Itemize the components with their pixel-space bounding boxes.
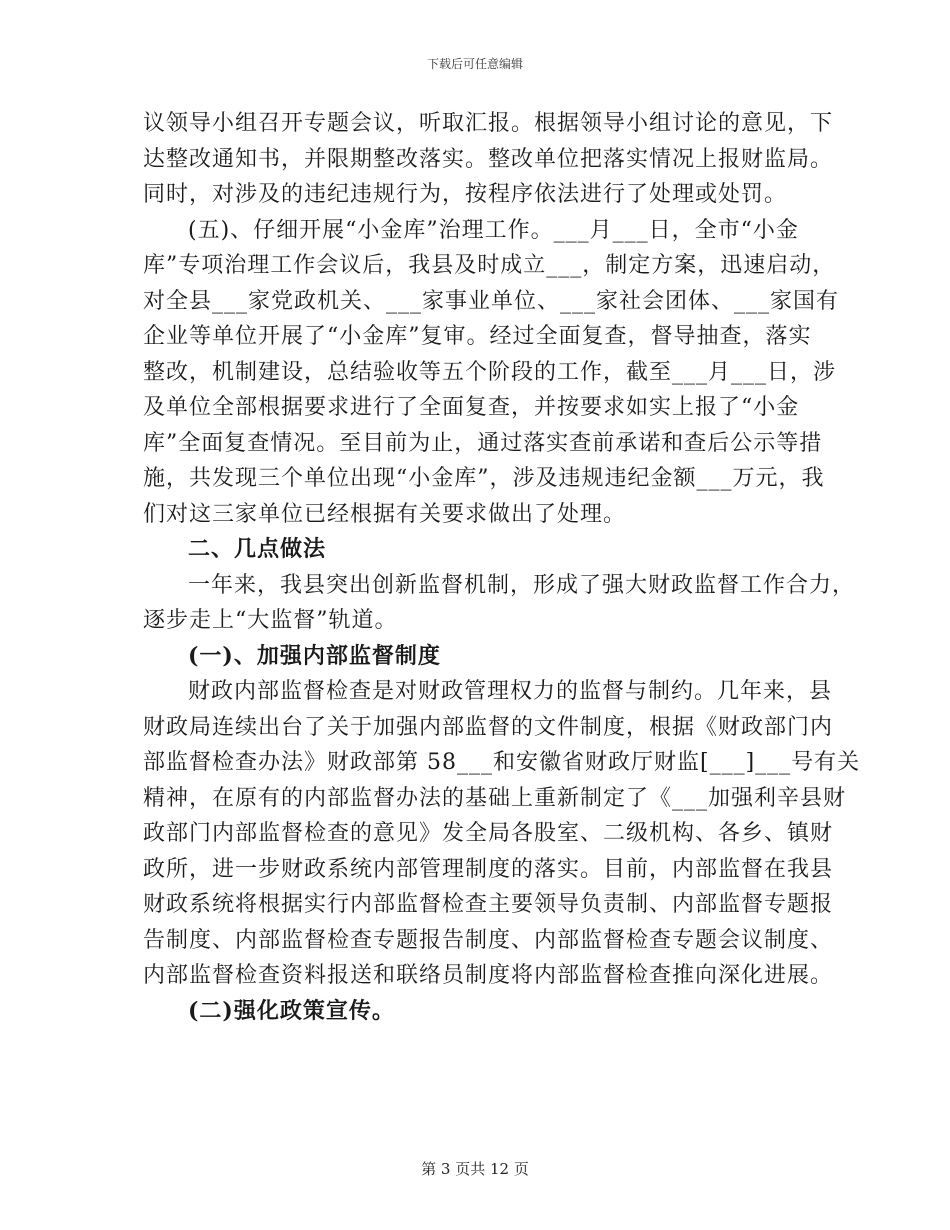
subsection-heading: (一)、加强内部监督制度 (188, 642, 441, 669)
paragraph-line: 同时，对涉及的违纪违规行为，按程序依法进行了处理或处罚。 (143, 182, 788, 207)
paragraph-line: 库”专项治理工作会议后，我县及时成立___，制定方案，迅速启动， (143, 253, 836, 278)
paragraph-line: 政所，进一步财政系统内部管理制度的落实。目前，内部监督在我县 (143, 856, 834, 882)
paragraph-line: 财政系统将根据实行内部监督检查主要领导负责制、内部监督专题报 (143, 892, 834, 917)
paragraph-line: 施，共发现三个单位出现“小金库”，涉及违规违纪金额___万元，我 (143, 466, 825, 491)
paragraph-line: 财政内部监督检查是对财政管理权力的监督与制约。几年来，县 (188, 679, 833, 704)
section-heading: 二、几点做法 (188, 536, 327, 562)
document-body (143, 106, 861, 1029)
paragraph-line: 部监督检查办法》财政部第 58___和安徽省财政厅财监[___]___号有关 (143, 750, 861, 775)
paragraph-line: 内部监督检查资料报送和联络员制度将内部监督检查推向深化进展。 (143, 963, 834, 988)
page-header: 下载后可任意编辑 (426, 57, 523, 71)
paragraph-line: 对全县___家党政机关、___家事业单位、___家社会团体、___家国有 (143, 288, 840, 314)
paragraph-line: 达整改通知书，并限期整改落实。整改单位把落实情况上报财监局。 (143, 146, 834, 172)
paragraph-line: 一年来，我县突出创新监督机制，形成了强大财政监督工作合力， (188, 572, 856, 598)
paragraph-line: 精神，在原有的内部监督办法的基础上重新制定了《___加强利辛县财 (143, 785, 847, 811)
paragraph-line: 议领导小组召开专题会议，听取汇报。根据领导小组讨论的意见，下 (143, 111, 834, 136)
paragraph-line: 库”全面复查情况。至目前为止，通过落实查前承诺和查后公示等措 (143, 430, 823, 456)
paragraph-line: 政部门内部监督检查的意见》发全局各股室、二级机构、各乡、镇财 (143, 821, 834, 846)
paragraph-line: 告制度、内部监督检查专题报告制度、内部监督检查专题会议制度、 (143, 927, 834, 953)
paragraph-line: 逐步走上“大监督”轨道。 (143, 608, 398, 633)
paragraph-line: (五)、仔细开展“小金库”治理工作。___月___日，全市“小金 (188, 217, 799, 243)
paragraph-line: 财政局连续出台了关于加强内部监督的文件制度，根据《财政部门内 (143, 714, 834, 740)
page-footer: 第 3 页共 12 页 (421, 1160, 529, 1178)
subsection-heading: (二)强化政策宣传。 (188, 997, 395, 1024)
paragraph-line: 整改，机制建设，总结验收等五个阶段的工作，截至___月___日，涉 (143, 359, 837, 385)
paragraph-line: 企业等单位开展了“小金库”复审。经过全面复查，督导抽查，落实 (143, 324, 812, 349)
paragraph-line: 们对这三家单位已经根据有关要求做出了处理。 (143, 501, 627, 527)
paragraph-line: 及单位全部根据要求进行了全面复查，并按要求如实上报了“小金 (143, 395, 800, 420)
